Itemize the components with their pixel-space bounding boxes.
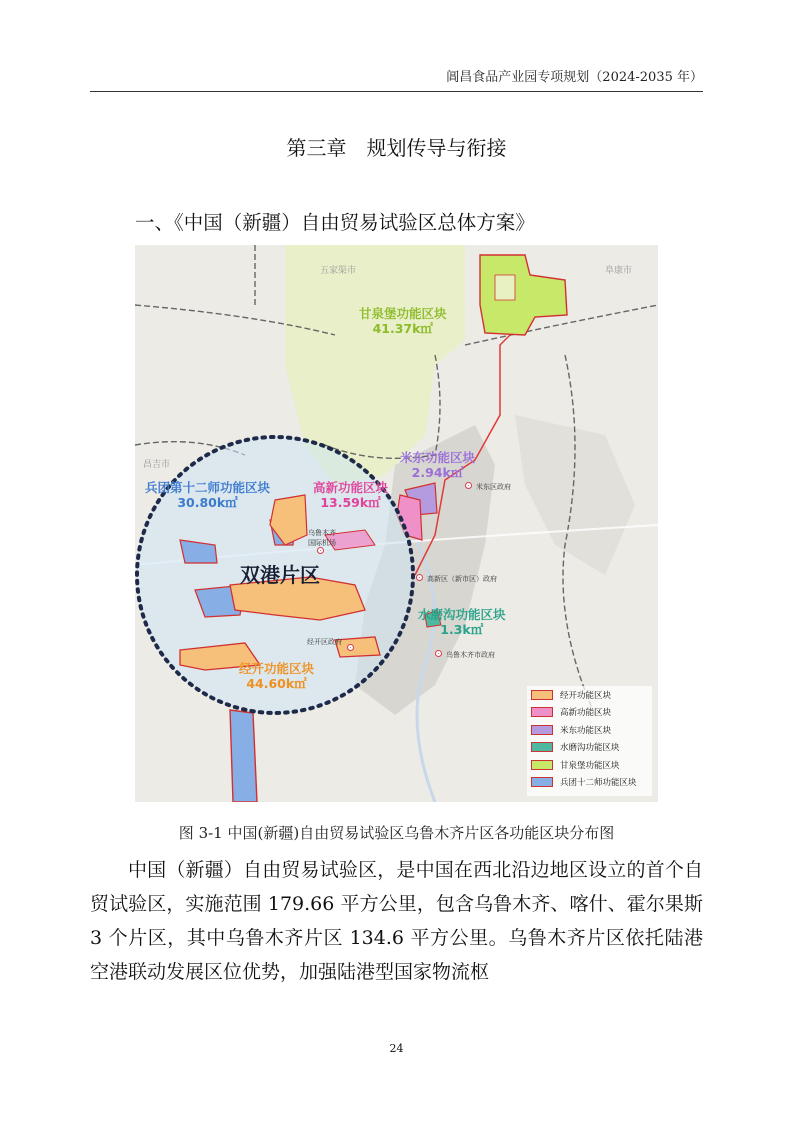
page-number: 24 — [389, 1042, 404, 1055]
urumqi-gov-label: 乌鲁木齐市政府 — [446, 651, 495, 659]
city-label-fukang: 阜康市 — [605, 266, 633, 276]
map-legend — [527, 686, 652, 796]
legend-item-midong — [527, 721, 652, 739]
legend-swatch — [531, 760, 553, 770]
jingkai-gov-label: 经开区政府 — [307, 638, 342, 646]
gaoxin-gov-marker-icon — [416, 574, 423, 581]
airport-marker-icon — [317, 547, 324, 554]
legend-item-shuimogou — [527, 739, 652, 757]
ganquanbao-zone-label: 甘泉堡功能区块 41.37k㎡ — [359, 306, 447, 336]
city-label-wujiaqu: 五家渠市 — [320, 266, 357, 276]
midong-gov-marker-icon — [465, 482, 472, 489]
legend-swatch — [531, 777, 553, 787]
legend-label: 兵团十二师功能区块 — [560, 778, 637, 789]
section-title: 一、《中国（新疆）自由贸易试验区总体方案》 — [135, 211, 535, 234]
urumqi-gov-marker-icon — [435, 650, 442, 657]
legend-label: 甘泉堡功能区块 — [560, 760, 620, 771]
body-paragraph — [90, 853, 703, 989]
legend-label: 水磨沟功能区块 — [560, 743, 620, 754]
shuanggang-area-label: 双港片区 — [240, 563, 320, 587]
legend-label: 高新功能区块 — [560, 708, 612, 719]
legend-label: 经开功能区块 — [560, 690, 612, 701]
jingkai-zone-label: 经开功能区块 44.60k㎡ — [239, 661, 315, 691]
bingtuan-zone-label: 兵团第十二师功能区块 30.80k㎡ — [145, 480, 271, 510]
gaoxin-zone-label: 高新功能区块 13.59k㎡ — [313, 480, 389, 510]
legend-item-bingtuan — [527, 774, 652, 792]
shuimogou-zone-label: 水磨沟功能区块 1.3k㎡ — [418, 607, 506, 637]
legend-item-jingkai — [527, 686, 652, 704]
midong-gov-label: 米东区政府 — [476, 483, 511, 491]
gaoxin-gov-label: 高新区（新市区）政府 — [427, 575, 497, 583]
running-header: 阊昌食品产业园专项规划（2024-2035 年） — [90, 66, 703, 92]
legend-swatch — [531, 690, 553, 700]
legend-swatch — [531, 707, 553, 717]
legend-swatch — [531, 742, 553, 752]
jingkai-gov-marker-icon — [347, 644, 354, 651]
figure-caption: 图 3-1 中国(新疆)自由贸易试验区乌鲁木齐片区各功能区块分布图 — [178, 824, 615, 842]
zone-map-figure — [135, 245, 658, 802]
legend-item-gaoxin — [527, 704, 652, 722]
city-label-changji: 昌吉市 — [143, 460, 171, 470]
airport-label: 乌鲁木齐国际机场 — [308, 529, 336, 547]
legend-item-ganquanbao — [527, 756, 652, 774]
paragraph-text: 中国（新疆）自由贸易试验区，是中国在西北沿边地区设立的首个自贸试验区，实施范围 179.66 平方公里，包含乌鲁木齐、喀什、霍尔果斯 3 个片区，其中乌鲁木齐片区 134.6 平方公里。乌鲁木齐片区依托陆港空港联动发展区位优势，加强陆港型国家物流枢 — [90, 859, 703, 983]
chapter-title: 第三章 规划传导与衔接 — [286, 136, 507, 160]
legend-label: 米东功能区块 — [560, 725, 612, 736]
midong-zone-label: 米东功能区块 2.94k㎡ — [400, 450, 476, 480]
legend-swatch — [531, 725, 553, 735]
